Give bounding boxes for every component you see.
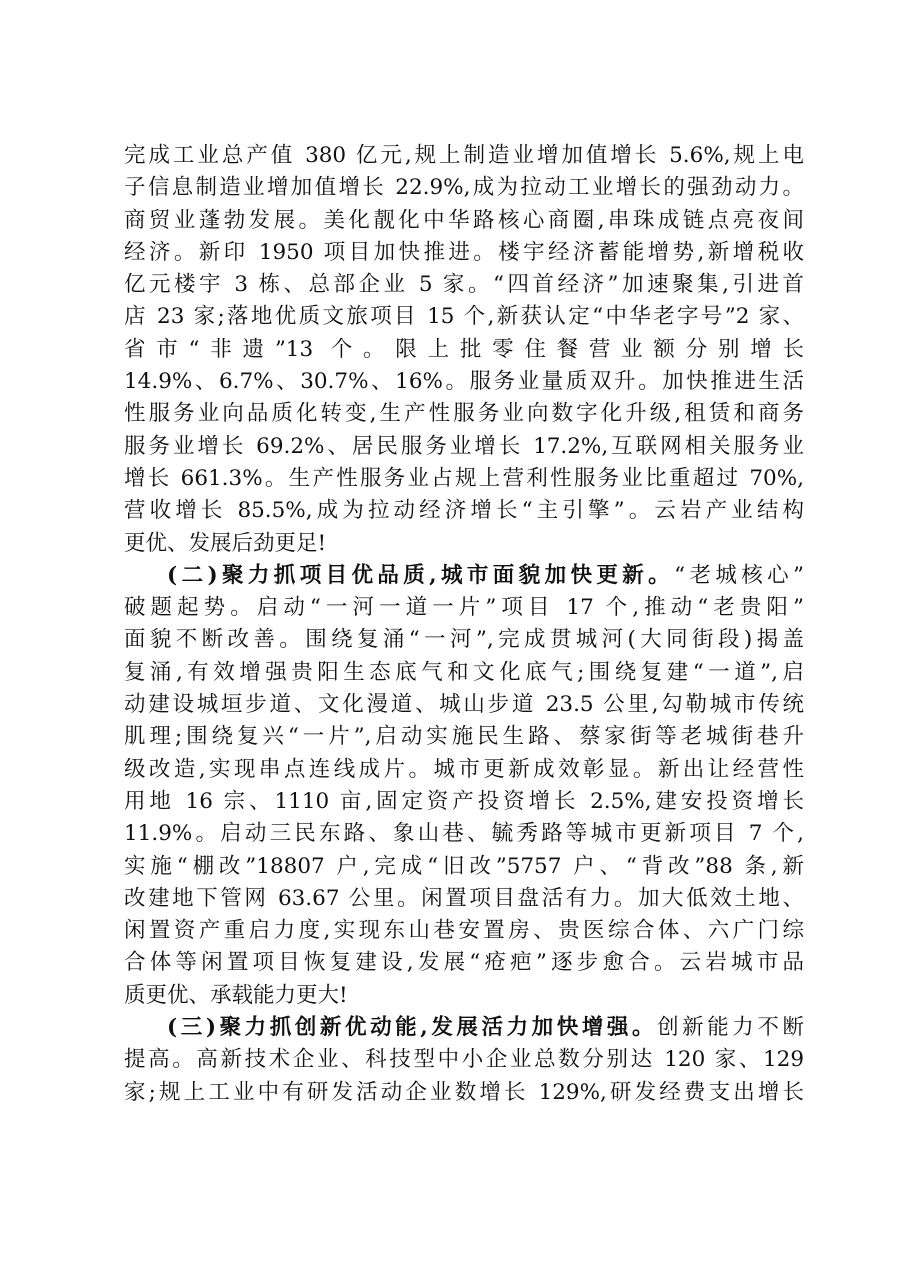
text-line: 更优、发展后劲更足!: [124, 530, 327, 556]
text-line: 家;规上工业中有研发活动企业数增长 129%,研发经费支出增长: [124, 1079, 804, 1105]
text-line: 改建地下管网 63.67 公里。闲置项目盘活有力。加大低效土地、: [124, 885, 804, 911]
text-line: 店 23 家;落地优质文旅项目 15 个,新获认定“中华老字号”2 家、: [124, 304, 804, 330]
text-line: [124, 1012, 804, 1044]
text-line: 亿元楼宇 3 栋、总部企业 5 家。“四首经济”加速聚集,引进首: [124, 272, 804, 298]
text-line: 14.9%、6.7%、30.7%、16%。服务业量质双升。加快推进生活: [124, 369, 804, 395]
text-line: 11.9%。启动三民东路、象山巷、毓秀路等城市更新项目 7 个,: [124, 821, 804, 847]
section-heading: (三)聚力抓创新优动能,发展活力加快增强。: [167, 1015, 658, 1041]
paragraph-industry: [124, 140, 804, 560]
text-line: 实施“棚改”18807 户,完成“旧改”5757 户、“背改”88 条,新: [124, 853, 804, 879]
paragraph-projects: [124, 560, 804, 1012]
text-line: 提高。高新技术企业、科技型中小企业总数分别达 120 家、129: [124, 1047, 804, 1073]
text-line: 级改造,实现串点连线成片。城市更新成效彰显。新出让经营性: [124, 756, 804, 782]
text-line: 质更优、承载能力更大!: [124, 982, 348, 1008]
text-line: 合体等闲置项目恢复建设,发展“疮疤”逐步愈合。云岩城市品: [124, 950, 804, 976]
text-line: 服务业增长 69.2%、居民服务业增长 17.2%,互联网相关服务业: [124, 433, 804, 459]
text-line: 省市“非遗”13 个。限上批零住餐营业额分别增长: [124, 336, 804, 362]
text-line: 增长 661.3%。生产性服务业占规上营利性服务业比重超过 70%,: [124, 465, 804, 491]
text-line: 营收增长 85.5%,成为拉动经济增长“主引擎”。云岩产业结构: [124, 498, 804, 524]
text-line: 闲置资产重启力度,实现东山巷安置房、贵医综合体、六广门综: [124, 918, 804, 944]
text-line: 用地 16 宗、1110 亩,固定资产投资增长 2.5%,建安投资增长: [124, 788, 804, 814]
text-line: 完成工业总产值 380 亿元,规上制造业增加值增长 5.6%,规上电: [124, 143, 804, 168]
text-line: 性服务业向品质化转变,生产性服务业向数字化升级,租赁和商务: [124, 401, 804, 427]
text-line: [124, 560, 804, 592]
text-line: 复涌,有效增强贵阳生态底气和文化底气;围绕复建“一道”,启: [124, 659, 804, 685]
document-body: [124, 140, 804, 1109]
text-line: 面貌不断改善。围绕复涌“一河”,完成贯城河(大同街段)揭盖: [124, 627, 804, 653]
text-line: 商贸业蓬勃发展。美化靓化中华路核心商圈,串珠成链点亮夜间: [124, 207, 804, 233]
text-run: 创新能力不断: [657, 1015, 804, 1041]
paragraph-innovation: [124, 1012, 804, 1109]
text-line: 经济。新印 1950 项目加快推进。楼宇经济蓄能增势,新增税收: [124, 239, 804, 265]
text-line: 动建设城垣步道、文化漫道、城山步道 23.5 公里,勾勒城市传统: [124, 692, 804, 718]
text-line: 肌理;围绕复兴“一片”,启动实施民生路、蔡家街等老城街巷升: [124, 724, 804, 750]
text-line: 破题起势。启动“一河一道一片”项目 17 个,推动“老贵阳”: [124, 595, 804, 621]
section-heading: (二)聚力抓项目优品质,城市面貌加快更新。: [167, 562, 675, 588]
text-run: “老城核心”: [674, 562, 805, 588]
text-line: 子信息制造业增加值增长 22.9%,成为拉动工业增长的强劲动力。: [124, 175, 804, 201]
